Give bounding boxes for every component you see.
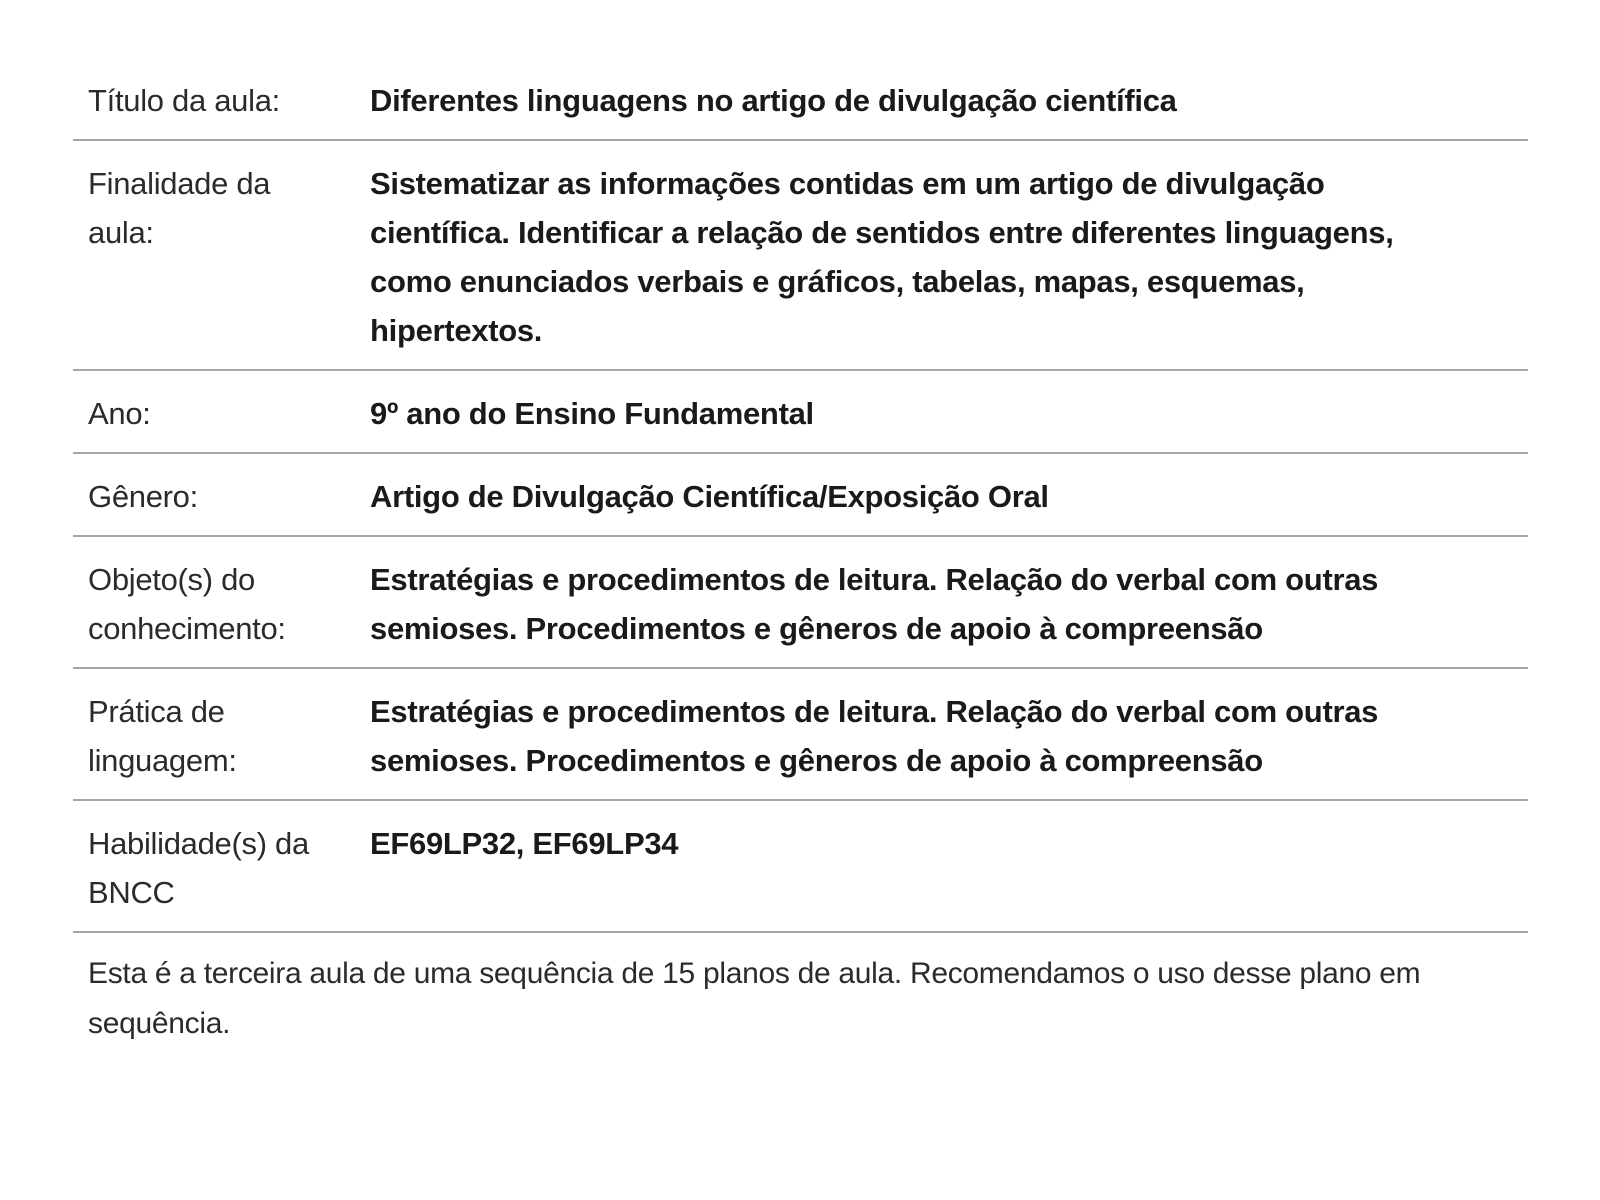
row-value: Sistematizar as informações contidas em um artigo de divulgação científica. Identificar a relação de sentidos entre diferentes linguagens, como enunciados verbais e gráficos, tabelas, mapas, esquemas, hipertextos. (370, 166, 1394, 348)
sequence-note: Esta é a terceira aula de uma sequência de 15 planos de aula. Recomendamos o uso desse plano em sequência. (88, 957, 1421, 1040)
row-label: Finalidade da aula: (88, 166, 271, 250)
row-titulo-da-aula (73, 58, 1528, 141)
row-value: Estratégias e procedimentos de leitura. Relação do verbal com outras semioses. Procedimentos e gêneros de apoio à compreensão (370, 562, 1379, 646)
row-label: Gênero: (88, 479, 198, 514)
row-value: EF69LP32, EF69LP34 (370, 826, 679, 861)
row-value: Estratégias e procedimentos de leitura. Relação do verbal com outras semioses. Procedimentos e gêneros de apoio à compreensão (370, 694, 1379, 778)
row-label: Habilidade(s) da BNCC (88, 826, 309, 910)
row-habilidades-bncc (73, 801, 1528, 933)
row-label: Prática de linguagem: (88, 694, 237, 778)
row-label: Ano: (88, 396, 151, 431)
lesson-info-table (73, 58, 1528, 933)
row-value: Diferentes linguagens no artigo de divulgação científica (370, 83, 1177, 118)
row-finalidade-da-aula (73, 141, 1528, 371)
row-ano (73, 371, 1528, 454)
row-pratica-de-linguagem (73, 669, 1528, 801)
row-label: Título da aula: (88, 83, 280, 118)
row-value: Artigo de Divulgação Científica/Exposição Oral (370, 479, 1049, 514)
row-value: 9º ano do Ensino Fundamental (370, 396, 814, 431)
row-label: Objeto(s) do conhecimento: (88, 562, 286, 646)
row-objetos-do-conhecimento (73, 537, 1528, 669)
row-genero (73, 454, 1528, 537)
